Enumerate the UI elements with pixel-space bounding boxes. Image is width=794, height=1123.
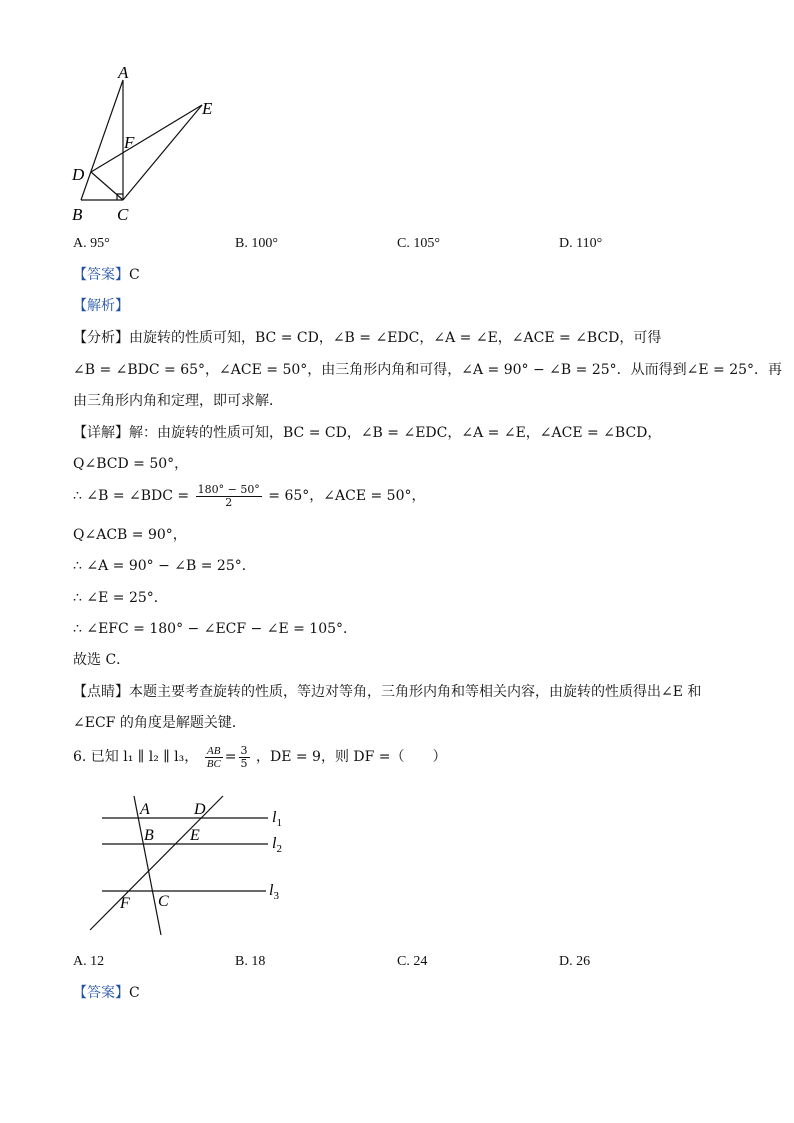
figure-parallel-lines — [80, 790, 300, 940]
fraction-ab: AB — [205, 745, 223, 758]
label-C: C — [117, 205, 129, 224]
answer-line — [73, 266, 140, 284]
label-F: F — [124, 133, 135, 152]
q6-option-c: C. 24 — [397, 954, 428, 969]
fraction-3: 3 — [240, 743, 248, 757]
segment-DE — [91, 105, 202, 172]
label-l2: $l_2$ — [272, 835, 282, 855]
detail-line-3-pre: ∴ ∠B = ∠BDC = — [73, 488, 190, 504]
detail-line-5: ∴ ∠A = 90° − ∠B = 25°． — [73, 558, 256, 574]
question-6 — [73, 739, 447, 775]
fraction-AB-over-BC — [205, 745, 223, 770]
option-b: B. 100° — [235, 236, 278, 251]
fraction-bc: BC — [206, 757, 221, 770]
fraction-numerator: 180° − 50° — [197, 482, 260, 496]
q6-equals: = — [224, 749, 237, 765]
q6-option-b: B. 18 — [235, 954, 266, 969]
label-A: A — [118, 63, 129, 82]
label-l3: $l_3$ — [269, 882, 279, 902]
option-a: A. 95° — [73, 236, 110, 251]
label-B: B — [72, 205, 83, 224]
figure-rotation-triangles — [60, 58, 230, 228]
label-E-fig2: E — [190, 827, 200, 844]
answer-tag: 【答案】 — [73, 267, 129, 283]
q6-option-d: D. 26 — [559, 954, 591, 969]
analysis-line-2: ∠B = ∠BDC = 65°，∠ACE = 50°，由三角形内角和可得，∠A = 90° − ∠B = 25°．从而得到∠E = 25°．再 — [73, 362, 783, 378]
detail-line-6: ∴ ∠E = 25°． — [73, 590, 168, 606]
label-B-fig2: B — [144, 827, 154, 844]
analysis-tag: 【解析】 — [73, 298, 129, 314]
answer-value: C — [129, 267, 140, 283]
label-D-fig2: D — [194, 801, 206, 818]
comment-line-2: ∠ECF 的角度是解题关键． — [73, 715, 246, 731]
label-D: D — [72, 165, 85, 184]
label-E: E — [202, 99, 213, 118]
choose-line: 故选 C． — [73, 652, 131, 668]
fraction-denominator: 2 — [225, 495, 233, 509]
q6-answer-value: C — [129, 985, 140, 1001]
fraction-3-over-5 — [239, 745, 250, 770]
q6-option-a: A. 12 — [73, 954, 105, 969]
segment-DC — [91, 172, 123, 200]
fraction-5: 5 — [240, 756, 248, 770]
label-A-fig2: A — [140, 801, 150, 818]
q6-answer-tag: 【答案】 — [73, 985, 129, 1001]
analysis-line-1: 【分析】由旋转的性质可知，BC = CD，∠B = ∠EDC，∠A = ∠E，∠ACE = ∠BCD，可得 — [73, 330, 662, 346]
segment-EC — [123, 105, 202, 200]
option-c: C. 105° — [397, 236, 440, 251]
label-C-fig2: C — [158, 893, 169, 910]
detail-line-2: Q∠BCD = 50°， — [73, 456, 189, 472]
q6-answer-line — [73, 984, 140, 1002]
q6-prefix: 6. 已知 l₁ ∥ l₂ ∥ l₃， — [73, 749, 199, 765]
detail-line-3 — [73, 480, 425, 512]
detail-line-1: 【详解】解：由旋转的性质可知，BC = CD，∠B = ∠EDC，∠A = ∠E，∠ACE = ∠BCD， — [73, 425, 662, 441]
q6-suffix: ，DE = 9，则 DF =（ ） — [255, 749, 447, 765]
analysis-line-3: 由三角形内角和定理，即可求解． — [73, 393, 283, 409]
comment-line-1: 【点睛】本题主要考查旋转的性质，等边对等角，三角形内角和等相关内容，由旋转的性质得出∠E 和 — [73, 684, 702, 700]
option-d: D. 110° — [559, 236, 603, 251]
detail-line-3-post: = 65°，∠ACE = 50°， — [268, 488, 426, 504]
detail-line-7: ∴ ∠EFC = 180° − ∠ECF − ∠E = 105°． — [73, 621, 358, 637]
fraction-180-minus-50-over-2 — [196, 484, 262, 509]
detail-line-4: Q∠ACB = 90°， — [73, 527, 187, 543]
label-F-fig2: F — [120, 895, 130, 912]
label-l1: $l_1$ — [272, 809, 282, 829]
